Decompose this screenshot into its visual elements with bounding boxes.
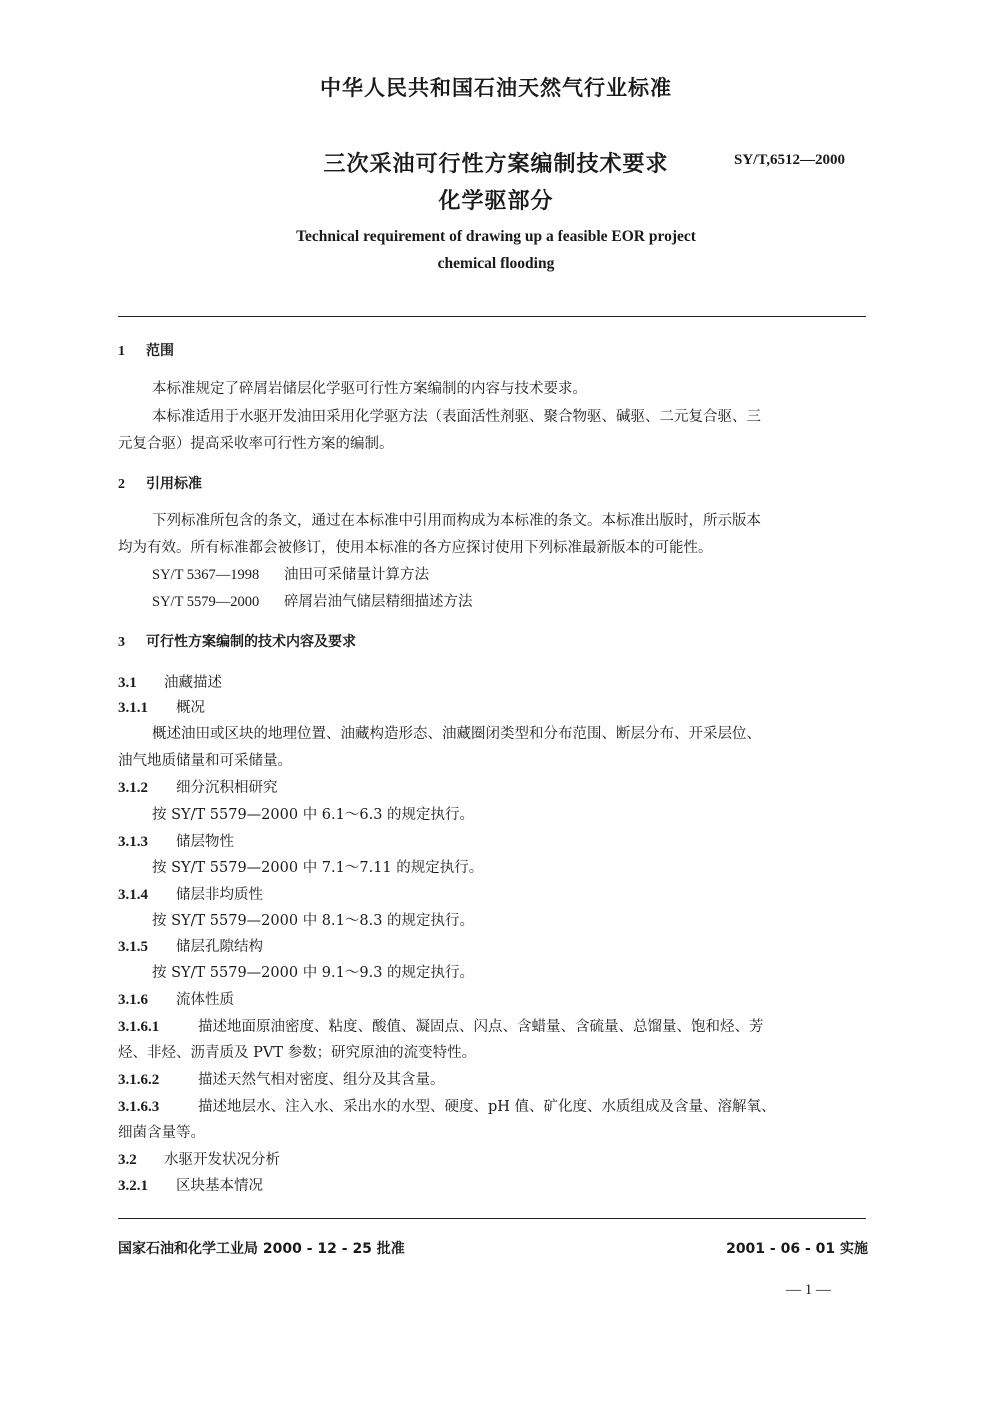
- section-number: 2: [118, 477, 125, 492]
- section-title: 范围: [146, 343, 174, 359]
- subsection-title: 储层物性: [176, 834, 234, 850]
- english-title-line-1: Technical requirement of drawing up a feasible EOR project: [296, 228, 696, 245]
- subsection-number: 3.1.2: [118, 780, 148, 796]
- paragraph-continued: 元复合驱）提高采收率可行性方案的编制。: [118, 436, 394, 452]
- clause-number: 3.1.6.2: [118, 1072, 160, 1088]
- clause-3-1-6-1: [118, 1017, 870, 1037]
- paragraph: 按 SY/T 5579—2000 中 6.1～6.3 的规定执行。: [152, 807, 475, 823]
- subsection-title: 储层非均质性: [176, 887, 263, 903]
- subsection-heading: [118, 1176, 870, 1196]
- subsection-number: 3.1.1: [118, 700, 148, 716]
- english-title-line-2: chemical flooding: [437, 255, 555, 272]
- clause-3-1-6-2: [118, 1070, 870, 1090]
- effective-date: 2001 - 06 - 01 实施: [726, 1241, 868, 1257]
- paragraph: 本标准适用于水驱开发油田采用化学驱方法（表面活性剂驱、聚合物驱、碱驱、二元复合驱、三: [152, 409, 761, 425]
- section-number: 3: [118, 635, 125, 650]
- footer-divider: [118, 1218, 866, 1219]
- paragraph: 按 SY/T 5579—2000 中 9.1～9.3 的规定执行。: [152, 965, 475, 981]
- standard-code: SY/T,6512—2000: [734, 152, 845, 168]
- reference-item: [152, 592, 904, 612]
- subsection-number: 3.1.3: [118, 834, 148, 850]
- paragraph: 按 SY/T 5579—2000 中 7.1～7.11 的规定执行。: [152, 860, 484, 876]
- subsection-title: 水驱开发状况分析: [164, 1152, 280, 1168]
- clause-text: 描述地面原油密度、粘度、酸值、凝固点、闪点、含蜡量、含硫量、总馏量、饱和烃、芳: [198, 1019, 764, 1035]
- section-title: 可行性方案编制的技术内容及要求: [146, 634, 356, 650]
- subsection-heading: [118, 1150, 870, 1170]
- subsection-number: 3.1.5: [118, 939, 148, 955]
- section-1-heading: [118, 341, 870, 362]
- subsection-heading: [118, 673, 870, 693]
- paragraph-continued: 均为有效。所有标准都会被修订，使用本标准的各方应探讨使用下列标准最新版本的可能性。: [118, 540, 713, 556]
- approval-date: 国家石油和化学工业局 2000 - 12 - 25 批准: [118, 1241, 405, 1257]
- subsection-number: 3.2.1: [118, 1178, 148, 1194]
- subsection-heading: [118, 937, 870, 957]
- header-divider: [118, 316, 866, 317]
- paragraph-continued: 烃、非烃、沥青质及 PVT 参数；研究原油的流变特性。: [118, 1045, 477, 1061]
- subsection-title: 概况: [176, 700, 205, 716]
- document-subtitle: 化学驱部分: [438, 189, 554, 214]
- section-2-heading: [118, 474, 870, 495]
- paragraph: 按 SY/T 5579—2000 中 8.1～8.3 的规定执行。: [152, 913, 475, 929]
- paragraph: 下列标准所包含的条文，通过在本标准中引用而构成为本标准的条文。本标准出版时，所示版本: [152, 513, 761, 529]
- document-title: 三次采油可行性方案编制技术要求: [323, 152, 669, 177]
- paragraph: 本标准规定了碎屑岩储层化学驱可行性方案编制的内容与技术要求。: [152, 381, 587, 397]
- reference-title: 碎屑岩油气储层精细描述方法: [284, 594, 473, 610]
- subsection-title: 区块基本情况: [176, 1178, 263, 1194]
- subsection-number: 3.1: [118, 675, 137, 691]
- section-3-heading: [118, 632, 870, 653]
- clause-text: 描述地层水、注入水、采出水的水型、硬度、pH 值、矿化度、水质组成及含量、溶解氧、: [198, 1099, 776, 1115]
- clause-number: 3.1.6.3: [118, 1099, 160, 1115]
- subsection-title: 储层孔隙结构: [176, 939, 263, 955]
- clause-3-1-6-3: [118, 1097, 870, 1117]
- subsection-heading: [118, 698, 870, 718]
- clause-text: 描述天然气相对密度、组分及其含量。: [198, 1072, 445, 1088]
- reference-code: SY/T 5579—2000: [152, 594, 260, 610]
- reference-title: 油田可采储量计算方法: [284, 567, 429, 583]
- subsection-title: 油藏描述: [164, 675, 222, 691]
- reference-item: [152, 565, 904, 585]
- subsection-heading: [118, 832, 870, 852]
- section-number: 1: [118, 344, 125, 359]
- subsection-number: 3.2: [118, 1152, 137, 1168]
- subsection-heading: [118, 885, 870, 905]
- page-number: — 1 —: [786, 1282, 831, 1298]
- subsection-number: 3.1.4: [118, 887, 148, 903]
- section-title: 引用标准: [146, 476, 202, 492]
- reference-code: SY/T 5367—1998: [152, 567, 260, 583]
- clause-number: 3.1.6.1: [118, 1019, 160, 1035]
- paragraph-continued: 油气地质储量和可采储量。: [118, 753, 292, 769]
- paragraph-continued: 细菌含量等。: [118, 1125, 205, 1141]
- subsection-number: 3.1.6: [118, 992, 148, 1008]
- subsection-heading: [118, 778, 870, 798]
- subsection-heading: [118, 990, 870, 1010]
- subsection-title: 流体性质: [176, 992, 234, 1008]
- subsection-title: 细分沉积相研究: [176, 780, 278, 796]
- paragraph: 概述油田或区块的地理位置、油藏构造形态、油藏圈闭类型和分布范围、断层分布、开采层位、: [152, 726, 761, 742]
- standard-category-title: 中华人民共和国石油天然气行业标准: [320, 76, 672, 100]
